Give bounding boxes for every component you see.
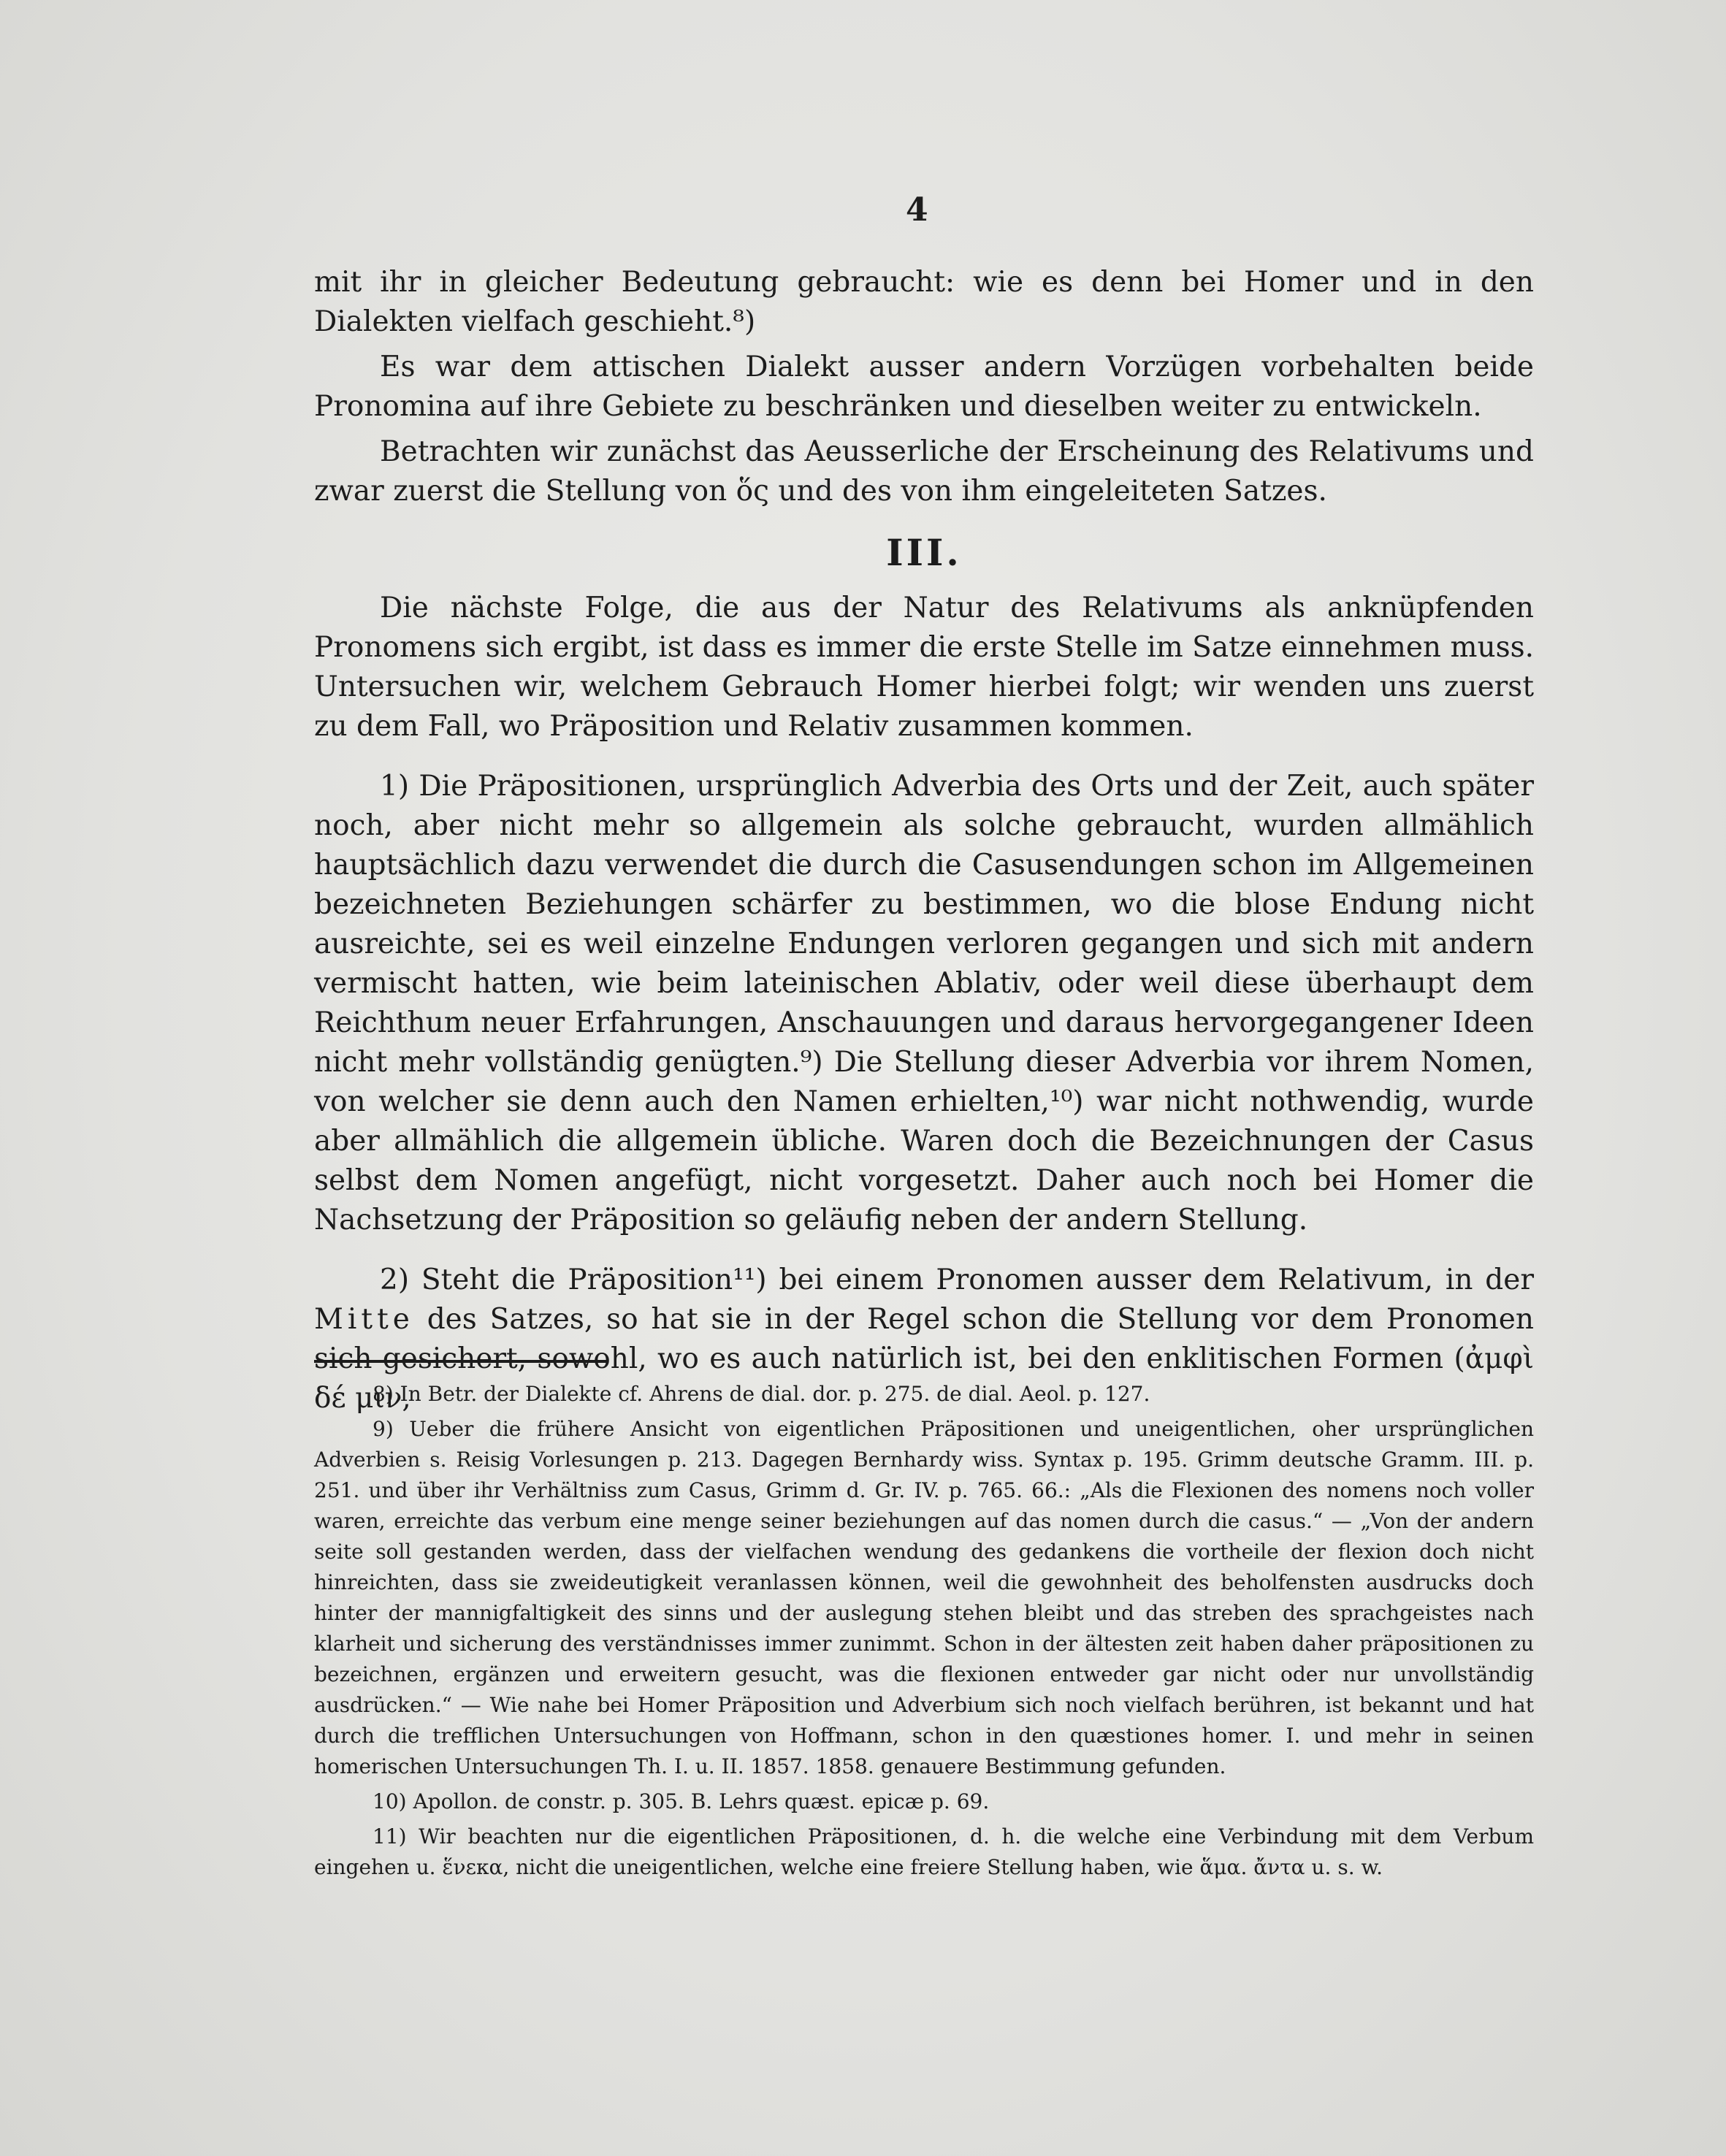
paragraph: 1) Die Präpositionen, ursprünglich Adverbia des Orts und der Zeit, auch später noch, aber nicht mehr so allgemein als solche gebraucht, wurden allmählich hauptsächlich dazu verwendet die durch die Casusendungen schon im Allgemeinen bezeichneten Beziehungen schärfer zu bestimmen, wo die blose Endung nicht ausreichte, sei es weil einzelne Endungen verloren gegangen und sich mit andern vermischt hatten, wie beim lateinischen Ablativ, oder weil diese überhaupt dem Reichthum neuer Erfahrungen, Anschauungen und daraus hervorgegangener Ideen nicht mehr vollständig genügten.⁹) Die Stellung dieser Adverbia vor ihrem Nomen, von welcher sie denn auch den Namen erhielten,¹⁰) war nicht nothwendig, wurde aber allmählich die allgemein übliche. Waren doch die Bezeichnungen der Casus selbst dem Nomen angefügt, nicht vorgesetzt. Daher auch noch bei Homer die Nachsetzung der Präposition so geläufig neben der andern Stellung. <box>314 770 1534 1236</box>
page-number: 4 <box>906 191 928 229</box>
paragraph: Es war dem attischen Dialekt ausser andern Vorzügen vorbehalten beide Pronomina auf ihre Gebiete zu beschränken und dieselben weiter zu entwickeln. <box>314 351 1534 423</box>
paragraph-text: des Satzes, so hat sie in der Regel schon die Stellung vor dem Pronomen sich gesichert, sowohl, wo es auch natürlich ist, bei den enklitischen Formen (ἀμφὶ δέ μιν, <box>314 1303 1534 1415</box>
paragraph: Betrachten wir zunächst das Aeusserliche der Erscheinung des Relativums und zwar zuerst die Stellung von ὅς und des von ihm eingeleiteten Satzes. <box>314 435 1534 508</box>
footnote: 10) Apollon. de constr. p. 305. B. Lehrs quæst. epicæ p. 69. <box>373 1789 990 1813</box>
main-text <box>314 263 1534 1424</box>
section-heading: III. <box>886 531 962 574</box>
footnotes <box>314 1379 1534 1887</box>
footnote: 11) Wir beachten nur die eigentlichen Präpositionen, d. h. die welche eine Verbindung mit dem Verbum eingehen u. ἕνεκα, nicht die uneigentlichen, welche eine freiere Stellung haben, wie ἅμα. ἄντα u. s. w. <box>314 1824 1534 1879</box>
footnote: 8) In Betr. der Dialekte cf. Ahrens de dial. dor. p. 275. de dial. Aeol. p. 127. <box>373 1382 1150 1406</box>
footnote: 9) Ueber die frühere Ansicht von eigentlichen Präpositionen und uneigentlichen, oher ursprünglichen Adverbien s. Reisig Vorlesungen p. 213. Dagegen Bernhardy wiss. Syntax p. 195. Grimm deutsche Gramm. III. p. 251. und über ihr Verhältniss zum Casus, Grimm d. Gr. IV. p. 765. 66.: „Als die Flexionen des nomens noch voller waren, erreichte das verbum eine menge seiner beziehungen auf das nomen durch die casus.“ — „Von der andern seite soll gestanden werden, dass der vielfachen wendung des gedankens die vortheile der flexion doch nicht hinreichten, dass sie zweideutigkeit veranlassen können, weil die gewohnheit des beholfensten ausdrucks doch hinter der mannigfaltigkeit des sinns und der auslegung stehen bleibt und das streben des sprachgeistes nach klarheit und sicherung des verständnisses immer zunimmt. Schon in der ältesten zeit haben daher präpositionen zu bezeichnen, ergänzen und erweitern gesucht, was die flexionen entweder gar nicht oder nur unvollständig ausdrücken.“ — Wie nahe bei Homer Präposition und Adverbium sich noch vielfach berühren, ist bekannt und hat durch die trefflichen Untersuchungen von Hoffmann, schon in den quæstiones homer. I. und mehr in seinen homerischen Untersuchungen Th. I. u. II. 1857. 1858. genauere Bestimmung gefunden. <box>314 1417 1534 1778</box>
footnote-divider <box>314 1360 606 1363</box>
spaced-emphasis: Mitte <box>314 1303 414 1336</box>
paragraph: Die nächste Folge, die aus der Natur des Relativums als anknüpfenden Pronomens sich ergibt, ist dass es immer die erste Stelle im Satze einnehmen muss. Untersuchen wir, welchem Gebrauch Homer hierbei folgt; wir wenden uns zuerst zu dem Fall, wo Präposition und Relativ zusammen kommen. <box>314 592 1534 743</box>
paragraph: mit ihr in gleicher Bedeutung gebraucht: wie es denn bei Homer und in den Dialekten vielfach geschieht.⁸) <box>314 266 1534 338</box>
paragraph-text: 2) Steht die Präposition¹¹) bei einem Pronomen ausser dem Relativum, in der <box>380 1264 1534 1296</box>
